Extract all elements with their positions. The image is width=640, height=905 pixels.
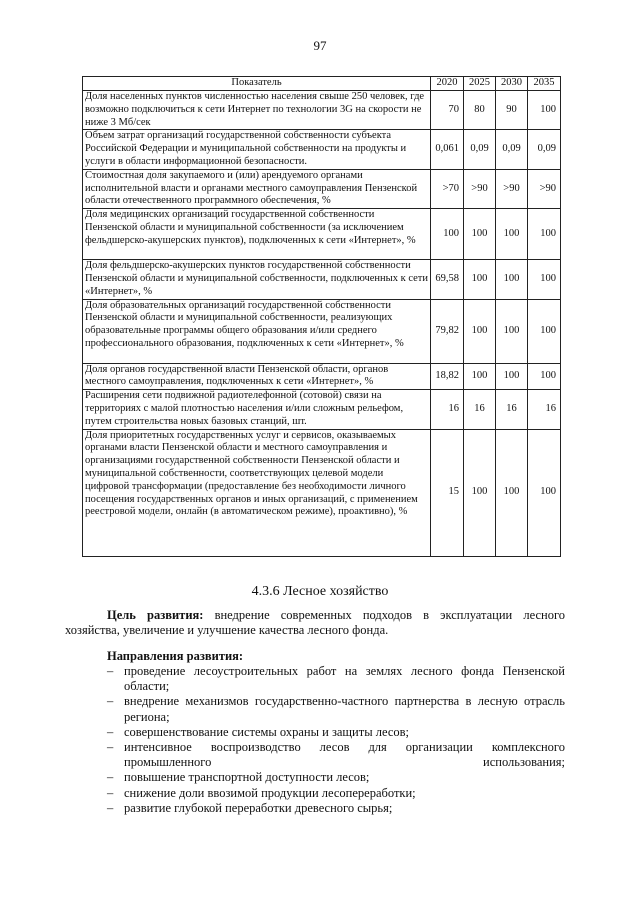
- bullet-dash: –: [107, 800, 114, 815]
- table-row: [83, 390, 561, 429]
- indicator-label: Доля медицинских организаций государственной собственности Пензенской области и муниципальной собственности (за исключением фельдшерско-акушерских пунктов), подключенных к сети «Интернет», %: [83, 209, 431, 260]
- table-header-row: [83, 77, 561, 91]
- indicator-label: Доля населенных пунктов численностью населения свыше 250 человек, где возможно подключиться к сети Интернет по технологии 3G на скорости не ниже 3 Мб/сек: [83, 91, 431, 130]
- indicator-value-2030: 100: [496, 299, 528, 363]
- table-row: [83, 169, 561, 208]
- table-row: [83, 130, 561, 169]
- indicator-value-2025: 0,09: [464, 130, 496, 169]
- indicator-value-2025: 100: [464, 260, 496, 299]
- table-row: [83, 429, 561, 556]
- list-item-text: развитие глубокой переработки древесного сырья;: [124, 800, 393, 815]
- table-row: [83, 209, 561, 260]
- directions-list: [107, 664, 565, 816]
- indicator-value-2035: >90: [528, 169, 561, 208]
- indicator-value-2030: 100: [496, 260, 528, 299]
- indicator-value-2035: 0,09: [528, 130, 561, 169]
- bullet-dash: –: [107, 770, 114, 785]
- list-item: [107, 694, 565, 724]
- list-item: [107, 770, 565, 785]
- list-item: [107, 725, 565, 740]
- goal-paragraph: [65, 608, 565, 638]
- list-item-text: совершенствование системы охраны и защиты лесов;: [124, 724, 410, 739]
- indicator-value-2030: 100: [496, 209, 528, 260]
- indicator-value-2035: 100: [528, 429, 561, 556]
- indicator-value-2035: 16: [528, 390, 561, 429]
- header-2020: 2020: [431, 77, 464, 91]
- indicator-value-2035: 100: [528, 363, 561, 390]
- list-item-text: снижение доли ввозимой продукции лесопереработки;: [124, 785, 416, 800]
- page-number: 97: [313, 38, 327, 53]
- bullet-dash: –: [107, 694, 114, 709]
- indicator-value-2020: 15: [431, 429, 464, 556]
- indicator-value-2020: 18,82: [431, 363, 464, 390]
- indicator-value-2020: 100: [431, 209, 464, 260]
- header-indicator: Показатель: [83, 77, 431, 91]
- indicator-label: Доля образовательных организаций государственной собственности Пензенской области и муниципальной собственности, реализующих образовательные программы общего образования и/или среднего профессионального образования, подключенных к сети «Интернет», %: [83, 299, 431, 363]
- indicator-value-2020: 70: [431, 91, 464, 130]
- indicator-value-2020: >70: [431, 169, 464, 208]
- list-item-text: проведение лесоустроительных работ на землях лесного фонда Пензенской области;: [124, 664, 565, 694]
- indicator-value-2035: 100: [528, 209, 561, 260]
- list-item-text: внедрение механизмов государственно-частного партнерства в лесную отрасль региона;: [124, 694, 565, 724]
- list-item: [107, 801, 565, 816]
- table-row: [83, 299, 561, 363]
- list-item: [107, 740, 565, 770]
- bullet-dash: –: [107, 740, 114, 755]
- header-2030: 2030: [496, 77, 528, 91]
- table-row: [83, 363, 561, 390]
- indicator-label: Стоимостная доля закупаемого и (или) арендуемого органами исполнительной власти и органами местного самоуправления Пензенской области отечественного программного обеспечения, %: [83, 169, 431, 208]
- indicator-value-2020: 79,82: [431, 299, 464, 363]
- indicator-value-2030: 100: [496, 363, 528, 390]
- bullet-dash: –: [107, 785, 114, 800]
- list-item-text: повышение транспортной доступности лесов;: [124, 770, 370, 785]
- indicator-value-2025: 16: [464, 390, 496, 429]
- indicator-value-2030: 16: [496, 390, 528, 429]
- indicator-label: Объем затрат организаций государственной собственности субъекта Российской Федерации и муниципальной собственности на продукты и услуги в области информационной безопасности.: [83, 130, 431, 169]
- indicator-value-2030: 90: [496, 91, 528, 130]
- list-item: [107, 664, 565, 694]
- directions-heading: Направления развития:: [107, 649, 244, 663]
- indicator-value-2035: 100: [528, 299, 561, 363]
- indicator-value-2025: 100: [464, 209, 496, 260]
- bullet-dash: –: [107, 664, 114, 678]
- indicator-value-2030: 0,09: [496, 130, 528, 169]
- indicator-value-2030: 100: [496, 429, 528, 556]
- indicator-value-2025: 80: [464, 91, 496, 130]
- indicator-value-2020: 16: [431, 390, 464, 429]
- indicator-value-2025: >90: [464, 169, 496, 208]
- indicator-label: Расширения сети подвижной радиотелефонной (сотовой) связи на территориях с малой плотностью населения и/или сложным рельефом, путем строительства новых базовых станций, шт.: [83, 390, 431, 429]
- indicator-value-2025: 100: [464, 299, 496, 363]
- goal-text: внедрение современных подходов в эксплуатации лесного хозяйства, увеличение и улучшение качества лесного фонда.: [65, 608, 566, 637]
- indicator-value-2025: 100: [464, 429, 496, 556]
- indicator-label: Доля органов государственной власти Пензенской области, органов местного самоуправления, подключенных к сети «Интернет», %: [83, 363, 431, 390]
- list-item-text: интенсивное воспроизводство лесов для организации комплексного промышленного использования;: [124, 740, 565, 770]
- goal-label: Цель развития:: [107, 608, 204, 622]
- header-2025: 2025: [464, 77, 496, 91]
- indicator-value-2025: 100: [464, 363, 496, 390]
- indicator-value-2035: 100: [528, 91, 561, 130]
- indicator-value-2035: 100: [528, 260, 561, 299]
- indicator-label: Доля фельдшерско-акушерских пунктов государственной собственности Пензенской области и муниципальной собственности, подключенных к сети «Интернет», %: [83, 260, 431, 299]
- indicator-label: Доля приоритетных государственных услуг и сервисов, оказываемых органами власти Пензенской области и местного самоуправления и организациями государственной собственности Пензенской области и муниципальной собственности, соответствующих целевой модели цифровой трансформации (предоставление без необходимости личного посещения государственных органов и иных организаций, с применением реестровой модели, онлайн (в автоматическом режиме), проактивно), %: [83, 429, 431, 556]
- table-row: [83, 260, 561, 299]
- indicator-value-2020: 0,061: [431, 130, 464, 169]
- header-2035: 2035: [528, 77, 561, 91]
- table-row: [83, 91, 561, 130]
- list-item: [107, 786, 565, 801]
- bullet-dash: –: [107, 724, 114, 739]
- indicator-value-2030: >90: [496, 169, 528, 208]
- section-heading: 4.3.6 Лесное хозяйство: [251, 584, 389, 599]
- indicator-value-2020: 69,58: [431, 260, 464, 299]
- indicators-table: [82, 76, 561, 557]
